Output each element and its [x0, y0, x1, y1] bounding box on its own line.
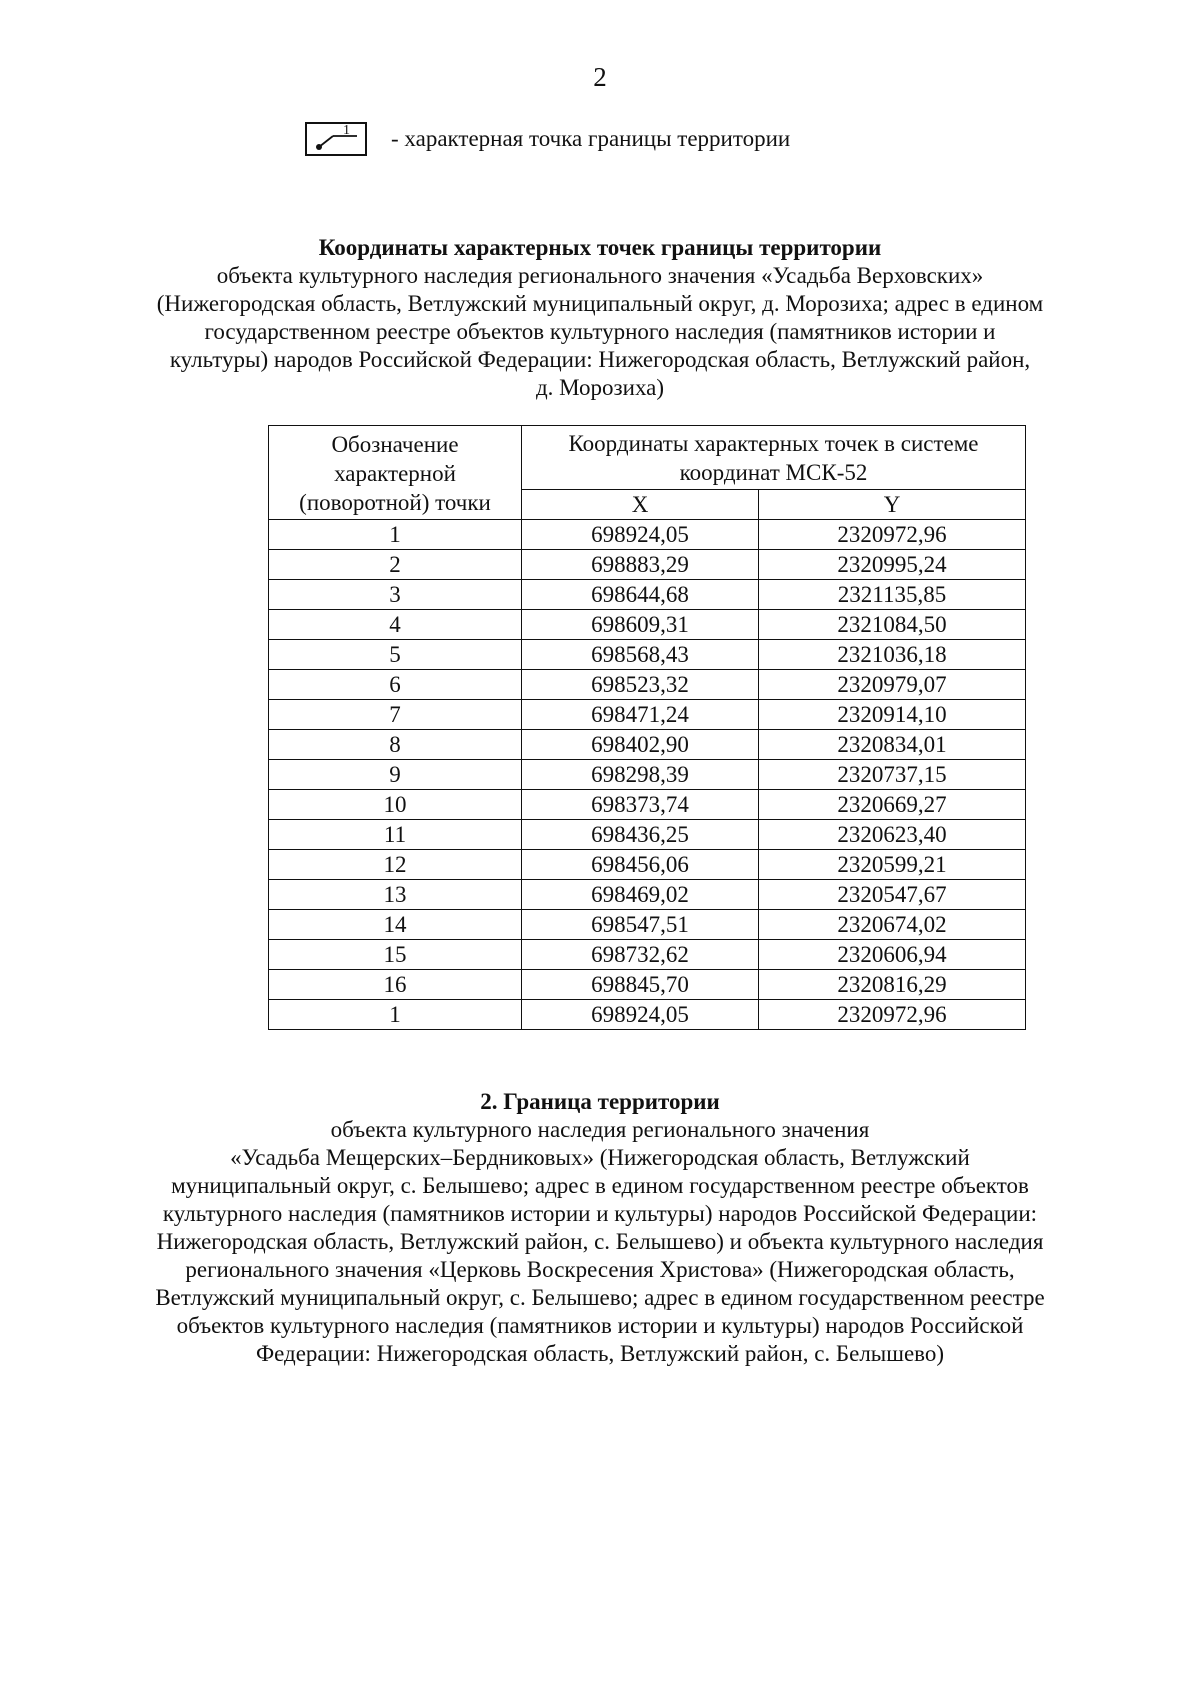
cell-point: 15: [269, 940, 522, 970]
table-row: [269, 790, 1026, 820]
section2-line: Нижегородская область, Ветлужский район, с. Белышево) и объекта культурного наследия: [156, 1229, 1044, 1254]
table-row: [269, 910, 1026, 940]
cell-point: 10: [269, 790, 522, 820]
cell-x: 698456,06: [522, 850, 759, 880]
table-row: [269, 520, 1026, 550]
section2-line: культурного наследия (памятников истории и культуры) народов Российской Федерации:: [162, 1201, 1038, 1226]
cell-x: 698883,29: [522, 550, 759, 580]
table-row: [269, 670, 1026, 700]
table-row: [269, 820, 1026, 850]
section1-line: государственном реестре объектов культурного наследия (памятников истории и: [204, 319, 996, 344]
cell-point: 16: [269, 970, 522, 1000]
coordinates-table: [268, 425, 1026, 1030]
cell-point: 9: [269, 760, 522, 790]
legend-text: - характерная точка границы территории: [391, 126, 791, 151]
header-x: X: [522, 490, 759, 520]
header-coordinates-line: координат МСК-52: [679, 460, 868, 485]
cell-x: 698469,02: [522, 880, 759, 910]
section1-line: объекта культурного наследия регионального значения «Усадьба Верховских»: [216, 263, 984, 288]
cell-x: 698402,90: [522, 730, 759, 760]
cell-x: 698924,05: [522, 1000, 759, 1030]
section2-line: Ветлужский муниципальный округ, с. Белышево; адрес в едином государственном реестре: [155, 1285, 1045, 1310]
cell-y: 2320972,96: [759, 1000, 1026, 1030]
cell-x: 698547,51: [522, 910, 759, 940]
cell-point: 6: [269, 670, 522, 700]
header-point-line: Обозначение: [331, 431, 459, 457]
cell-y: 2320914,10: [759, 700, 1026, 730]
cell-x: 698373,74: [522, 790, 759, 820]
cell-y: 2320623,40: [759, 820, 1026, 850]
table-row: [269, 1000, 1026, 1030]
section2-heading: [150, 1088, 1050, 1368]
section2-line: Федерации: Нижегородская область, Ветлужский район, с. Белышево): [255, 1341, 945, 1366]
table-row: [269, 940, 1026, 970]
cell-y: 2320834,01: [759, 730, 1026, 760]
cell-y: 2320674,02: [759, 910, 1026, 940]
cell-point: 7: [269, 700, 522, 730]
section1-line: культуры) народов Российской Федерации: Нижегородская область, Ветлужский район,: [169, 347, 1031, 372]
cell-x: 698471,24: [522, 700, 759, 730]
cell-x: 698845,70: [522, 970, 759, 1000]
cell-y: 2320737,15: [759, 760, 1026, 790]
cell-point: 14: [269, 910, 522, 940]
cell-point: 2: [269, 550, 522, 580]
header-point: [269, 426, 522, 520]
cell-y: 2320972,96: [759, 520, 1026, 550]
cell-y: 2320979,07: [759, 670, 1026, 700]
cell-point: 12: [269, 850, 522, 880]
table-row: [269, 970, 1026, 1000]
section2-line: муниципальный округ, с. Белышево; адрес в едином государственном реестре объектов: [171, 1173, 1029, 1198]
page-number: 2: [593, 62, 607, 92]
cell-x: 698436,25: [522, 820, 759, 850]
header-coordinates-line: Координаты характерных точек в системе: [568, 431, 979, 456]
table-row: [269, 580, 1026, 610]
cell-y: 2320669,27: [759, 790, 1026, 820]
legend-symbol-label: 1: [343, 124, 350, 138]
section2-line: «Усадьба Мещерских–Бердниковых» (Нижегородская область, Ветлужский: [230, 1145, 970, 1170]
table-row: [269, 850, 1026, 880]
boundary-point-symbol-icon: [305, 122, 367, 156]
cell-point: 8: [269, 730, 522, 760]
cell-x: 698732,62: [522, 940, 759, 970]
cell-y: 2320816,29: [759, 970, 1026, 1000]
cell-x: 698523,32: [522, 670, 759, 700]
header-point-line: (поворотной) точки: [299, 489, 491, 515]
cell-x: 698924,05: [522, 520, 759, 550]
section2-line: объектов культурного наследия (памятников истории и культуры) народов Российской: [176, 1313, 1024, 1338]
cell-y: 2320606,94: [759, 940, 1026, 970]
table-body: [269, 520, 1026, 1030]
cell-point: 4: [269, 610, 522, 640]
cell-point: 11: [269, 820, 522, 850]
section2-title: 2. Граница территории: [480, 1089, 720, 1114]
cell-y: 2320995,24: [759, 550, 1026, 580]
table-row: [269, 700, 1026, 730]
cell-x: 698644,68: [522, 580, 759, 610]
legend: [305, 122, 790, 156]
cell-y: 2321084,50: [759, 610, 1026, 640]
section1-line: д. Морозиха): [535, 375, 665, 400]
cell-x: 698609,31: [522, 610, 759, 640]
cell-y: 2320547,67: [759, 880, 1026, 910]
table-row: [269, 880, 1026, 910]
cell-y: 2320599,21: [759, 850, 1026, 880]
section2-line: регионального значения «Церковь Воскресения Христова» (Нижегородская область,: [185, 1257, 1015, 1282]
cell-x: 698568,43: [522, 640, 759, 670]
section1-title: Координаты характерных точек границы территории: [318, 235, 882, 260]
header-y: Y: [759, 490, 1026, 520]
section2-line: объекта культурного наследия регионального значения: [330, 1117, 870, 1142]
cell-x: 698298,39: [522, 760, 759, 790]
table-row: [269, 760, 1026, 790]
table-row: [269, 610, 1026, 640]
section1-line: (Нижегородская область, Ветлужский муниципальный округ, д. Морозиха; адрес в едином: [156, 291, 1044, 316]
cell-y: 2321036,18: [759, 640, 1026, 670]
table-row: [269, 550, 1026, 580]
cell-point: 1: [269, 1000, 522, 1030]
table-row: [269, 640, 1026, 670]
cell-point: 1: [269, 520, 522, 550]
table-row: [269, 730, 1026, 760]
section1-heading: [150, 234, 1050, 402]
cell-point: 3: [269, 580, 522, 610]
header-coordinates: [522, 426, 1026, 490]
cell-point: 13: [269, 880, 522, 910]
cell-y: 2321135,85: [759, 580, 1026, 610]
header-point-line: характерной: [334, 460, 456, 486]
cell-point: 5: [269, 640, 522, 670]
